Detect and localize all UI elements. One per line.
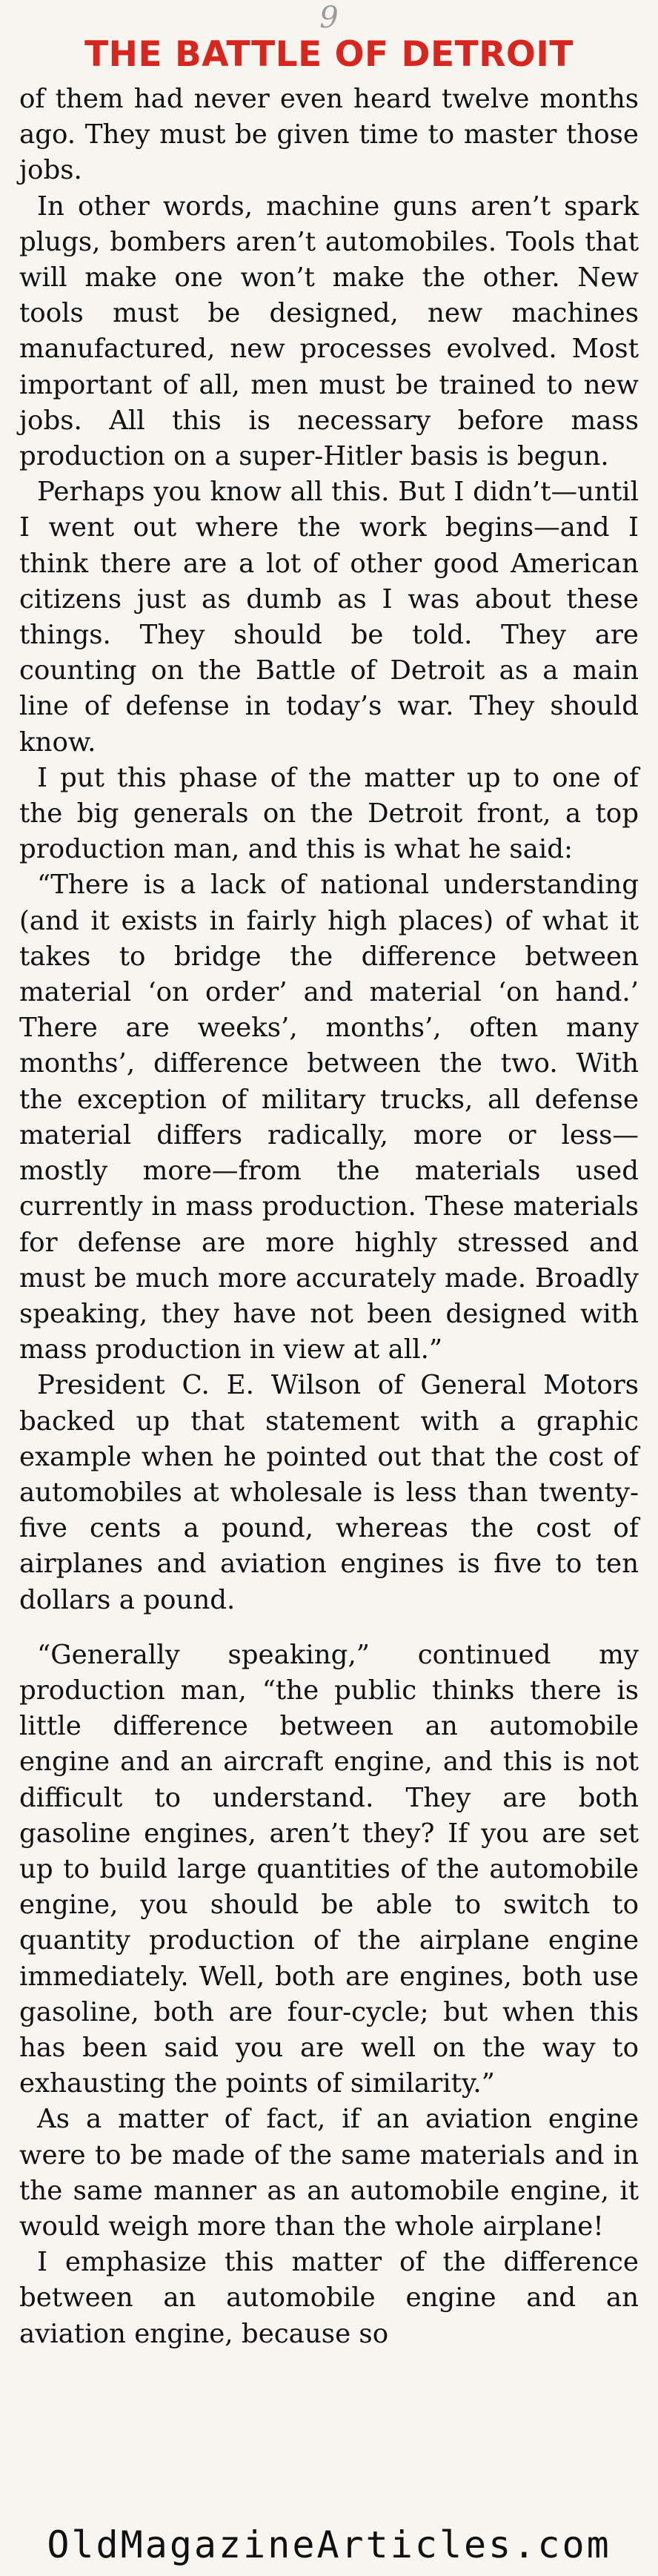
paragraph-put-phase: I put this phase of the matter up to one of the big generals on the Detroit front, a top production man, and this is what he said:: [19, 762, 639, 865]
paragraph-wilson: President C. E. Wilson of General Motors backed up that statement with a graphic example when he pointed out that the cost of automobiles at wholesale is less than twenty-five cents a pound, whereas the cost of airplanes and aviation engines is five to ten dollars a pound.: [19, 1370, 639, 1615]
page-number: 9: [319, 1, 339, 35]
paragraph-machine-guns: In other words, machine guns aren’t spark plugs, bombers aren’t automobiles. Tools that will make one won’t make the other. New tools must be designed, new machines manufactured, new processes evolved. Most important of all, men must be trained to new jobs. All this is necessary before mass production on a super-Hitler basis is begun.: [19, 191, 639, 472]
article-body: [19, 82, 639, 2352]
paragraph-generally-speaking: “Generally speaking,” continued my production man, “the public thinks there is little difference between an automobile engine and an aircraft engine, and this is not difficult to understand. They are both gasoline engines, aren’t they? If you are set up to build large quantities of the automobile engine, you should be able to switch to quantity production of the airplane engine immediately. Well, both are engines, both use gasoline, both are four-cycle; but when this has been said you are well on the way to exhausting the points of similarity.”: [19, 1639, 639, 2099]
paragraph-emphasize: I emphasize this matter of the difference between an automobile engine and an aviation engine, because so: [19, 2247, 639, 2349]
paragraph-quote-national-understanding: “There is a lack of national understanding (and it exists in fairly high places) of what it takes to bridge the difference between material ‘on order’ and material ‘on hand.’ There are weeks’, months’, often many months’, difference between the two. With the exception of military trucks, all defense material differs radically, more or less—mostly more—from the materials used currently in mass production. These materials for defense are more highly stressed and must be much more accurately made. Broadly speaking, they have not been designed with mass production in view at all.”: [19, 870, 639, 1365]
paragraph-continuation: of them had never even heard twelve months ago. They must be given time to master those jobs.: [19, 84, 639, 186]
article-title: THE BATTLE OF DETROIT: [84, 34, 574, 75]
site-watermark: OldMagazineArticles.com: [47, 2523, 611, 2566]
paragraph-perhaps: Perhaps you know all this. But I didn’t—until I went out where the work begins—and I think there are a lot of other good American citizens just as dumb as I was about these things. They should be told. They are counting on the Battle of Detroit as a main line of defense in today’s war. They should know.: [19, 477, 639, 758]
paragraph-matter-of-fact: As a matter of fact, if an aviation engine were to be made of the same materials and in the same manner as an automobile engine, it would weigh more than the whole airplane!: [19, 2104, 639, 2242]
